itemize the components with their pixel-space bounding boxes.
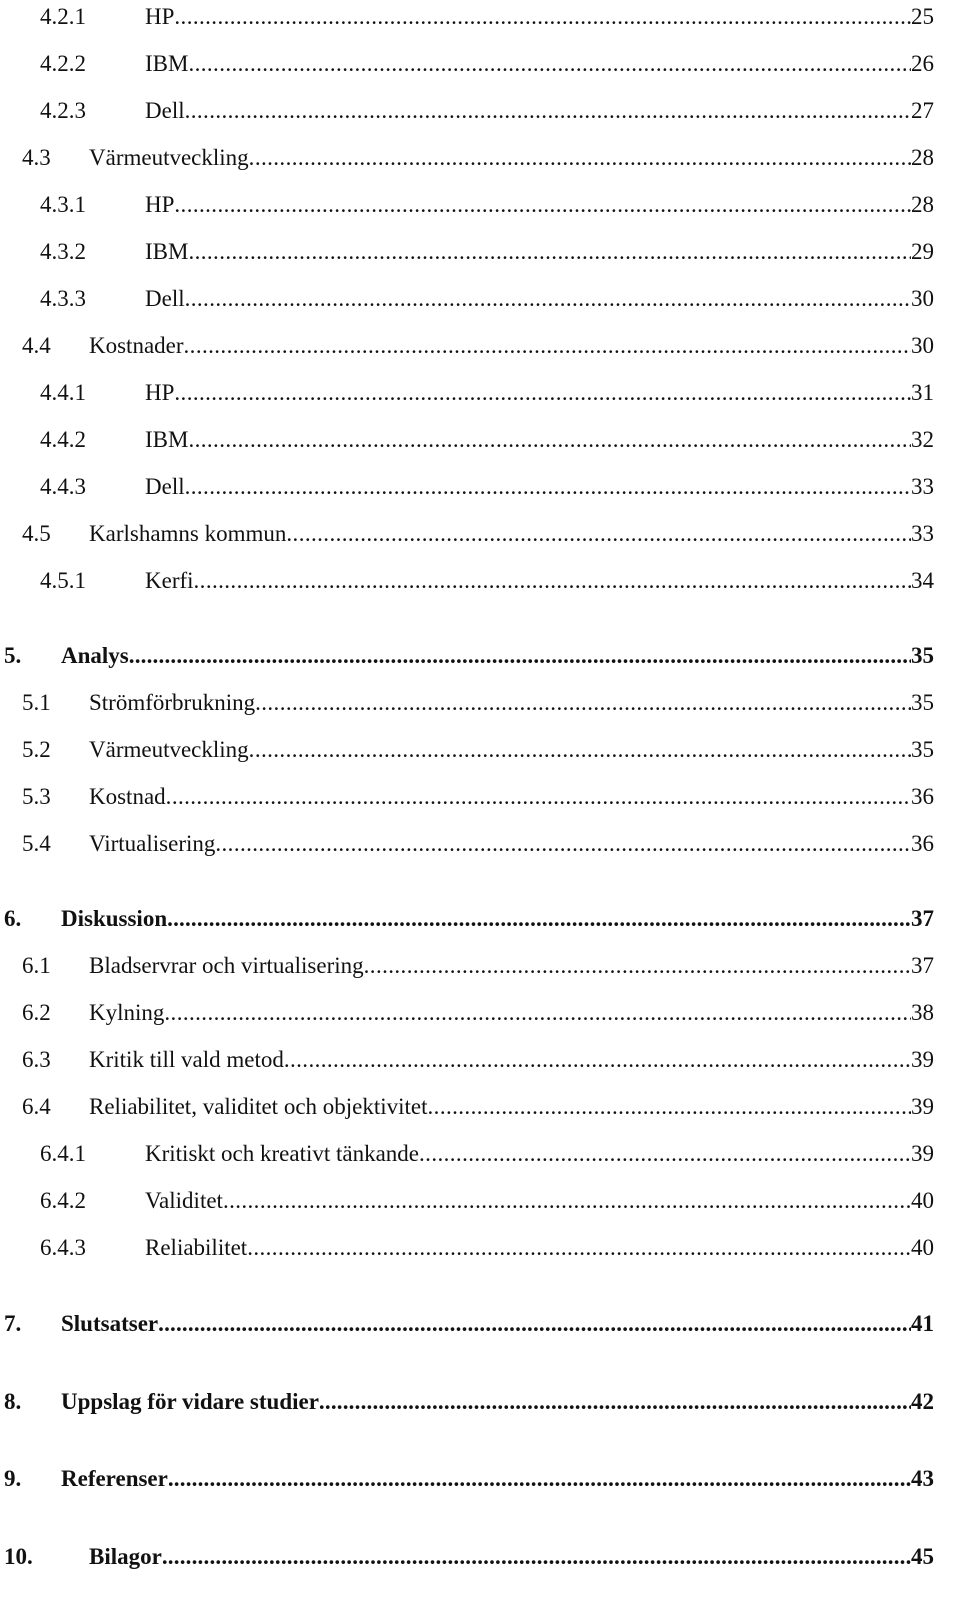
dot-leader [249, 141, 911, 175]
dot-leader [286, 517, 911, 551]
toc-entry-title: Kylning [89, 1000, 165, 1025]
toc-entry-title: Kostnader [89, 333, 184, 358]
toc-entry[interactable] [0, 1307, 960, 1341]
toc-entry-number: 6.4.2 [40, 1188, 86, 1213]
dot-leader [174, 0, 911, 34]
toc-entry-number: 5.2 [22, 737, 51, 762]
toc-entry-page-number: 43 [911, 1466, 934, 1491]
toc-entry-title: Värmeutveckling [89, 145, 249, 170]
toc-entry-line [61, 1385, 934, 1419]
toc-entry-number: 4.3 [22, 145, 51, 170]
toc-entry-page-number: 36 [911, 784, 934, 809]
toc-entry-page-number: 35 [911, 643, 934, 668]
toc-entry-line [145, 376, 934, 410]
toc-entry-number: 8. [4, 1389, 22, 1414]
toc-entry-page-number: 39 [911, 1141, 934, 1166]
toc-entry-line [61, 639, 934, 673]
toc-entry[interactable] [0, 47, 960, 81]
dot-leader [428, 1090, 911, 1124]
toc-entry[interactable] [0, 282, 960, 316]
toc-entry-page-number: 40 [911, 1188, 934, 1213]
toc-entry-title: Karlshamns kommun [89, 521, 287, 546]
toc-entry-title: Kerfi [145, 568, 194, 593]
dot-leader [185, 470, 911, 504]
toc-entry[interactable] [0, 1184, 960, 1218]
dot-leader [319, 1385, 911, 1419]
toc-entry-page-number: 39 [911, 1047, 934, 1072]
toc-entry-number: 5. [4, 643, 22, 668]
toc-entry-title: IBM [145, 51, 189, 76]
dot-leader [419, 1137, 911, 1171]
toc-entry[interactable] [0, 94, 960, 128]
toc-entry-line [145, 47, 934, 81]
toc-entry-title: Virtualisering [89, 831, 216, 856]
toc-entry-line [145, 188, 934, 222]
toc-entry-title: Strömförbrukning [89, 690, 256, 715]
toc-entry[interactable] [0, 996, 960, 1030]
toc-entry-line [89, 827, 934, 861]
toc-entry[interactable] [0, 827, 960, 861]
toc-entry-number: 6.1 [22, 953, 51, 978]
toc-entry[interactable] [0, 0, 960, 34]
toc-entry-page-number: 30 [911, 333, 934, 358]
toc-entry[interactable] [0, 188, 960, 222]
toc-entry[interactable] [0, 376, 960, 410]
dot-leader [162, 1540, 911, 1574]
toc-entry-page-number: 28 [911, 145, 934, 170]
toc-entry-number: 4.2.3 [40, 98, 86, 123]
toc-entry[interactable] [0, 1090, 960, 1124]
toc-entry-page-number: 35 [911, 737, 934, 762]
toc-entry[interactable] [0, 639, 960, 673]
toc-entry[interactable] [0, 1231, 960, 1265]
dot-leader [167, 902, 911, 936]
toc-entry-number: 6.3 [22, 1047, 51, 1072]
dot-leader [168, 1462, 911, 1496]
toc-entry-number: 4.4.3 [40, 474, 86, 499]
toc-entry-number: 6.4.1 [40, 1141, 86, 1166]
toc-entry-number: 7. [4, 1311, 22, 1336]
toc-entry-number: 9. [4, 1466, 22, 1491]
toc-entry-title: Dell [145, 474, 185, 499]
toc-entry-line [89, 1090, 934, 1124]
toc-entry-title: Bilagor [89, 1544, 162, 1569]
toc-entry-line [145, 94, 934, 128]
dot-leader [223, 1184, 911, 1218]
toc-entry-number: 4.3.1 [40, 192, 86, 217]
toc-entry[interactable] [0, 1462, 960, 1496]
toc-entry-line [89, 517, 934, 551]
toc-entry-line [89, 686, 934, 720]
toc-entry-title: HP [145, 192, 175, 217]
toc-entry-page-number: 42 [911, 1389, 934, 1414]
toc-entry-number: 5.3 [22, 784, 51, 809]
toc-entry-line [145, 423, 934, 457]
dot-leader [164, 996, 911, 1030]
toc-entry-page-number: 38 [911, 1000, 934, 1025]
dot-leader [188, 235, 911, 269]
toc-entry-line [145, 235, 934, 269]
toc-entry-number: 5.4 [22, 831, 51, 856]
toc-entry-line [61, 902, 934, 936]
toc-entry-line [89, 780, 934, 814]
toc-entry[interactable] [0, 1137, 960, 1171]
toc-entry-number: 5.1 [22, 690, 51, 715]
dot-leader [194, 564, 911, 598]
toc-entry-number: 10. [4, 1544, 33, 1569]
toc-entry-number: 4.2.1 [40, 4, 86, 29]
toc-entry-number: 6.4 [22, 1094, 51, 1119]
toc-entry[interactable] [0, 564, 960, 598]
toc-entry-line [61, 1462, 934, 1496]
toc-entry[interactable] [0, 517, 960, 551]
toc-entry-page-number: 27 [911, 98, 934, 123]
toc-entry-page-number: 25 [911, 4, 934, 29]
toc-entry-title: Referenser [61, 1466, 168, 1491]
toc-entry[interactable] [0, 235, 960, 269]
toc-entry[interactable] [0, 423, 960, 457]
toc-entry-number: 4.2.2 [40, 51, 86, 76]
toc-entry[interactable] [0, 902, 960, 936]
toc-entry-line [145, 1231, 934, 1265]
toc-entry-title: Värmeutveckling [89, 737, 249, 762]
toc-entry-page-number: 35 [911, 690, 934, 715]
toc-entry-line [61, 1307, 934, 1341]
toc-entry-page-number: 34 [911, 568, 934, 593]
dot-leader [364, 949, 911, 983]
toc-entry-line [89, 329, 934, 363]
toc-entry-number: 4.4.1 [40, 380, 86, 405]
toc-entry-number: 6. [4, 906, 22, 931]
toc-entry-line [145, 1184, 934, 1218]
toc-entry[interactable] [0, 1540, 960, 1574]
dot-leader [255, 686, 911, 720]
toc-entry-title: Diskussion [61, 906, 168, 931]
toc-entry-number: 4.5.1 [40, 568, 86, 593]
dot-leader [249, 733, 911, 767]
toc-entry-page-number: 31 [911, 380, 934, 405]
toc-entry-title: Uppslag för vidare studier [61, 1389, 319, 1414]
toc-entry-line [145, 470, 934, 504]
toc-entry-number: 4.5 [22, 521, 51, 546]
toc-entry-page-number: 28 [911, 192, 934, 217]
toc-entry[interactable] [0, 1385, 960, 1419]
toc-entry[interactable] [0, 470, 960, 504]
toc-entry-number: 4.3.2 [40, 239, 86, 264]
toc-entry-page-number: 30 [911, 286, 934, 311]
toc-entry-page-number: 41 [911, 1311, 934, 1336]
toc-entry-line [145, 0, 934, 34]
toc-entry-number: 4.4.2 [40, 427, 86, 452]
dot-leader [174, 188, 911, 222]
toc-entry[interactable] [0, 1043, 960, 1077]
dot-leader [185, 94, 911, 128]
toc-entry-line [89, 141, 934, 175]
dot-leader [158, 1307, 911, 1341]
toc-entry-title: Dell [145, 286, 185, 311]
toc-entry-page-number: 36 [911, 831, 934, 856]
toc-entry[interactable] [0, 733, 960, 767]
toc-entry-line [145, 1137, 934, 1171]
toc-entry-page-number: 29 [911, 239, 934, 264]
dot-leader [188, 47, 911, 81]
toc-entry-title: Reliabilitet, validitet och objektivitet [89, 1094, 428, 1119]
toc-entry-title: Kostnad [89, 784, 166, 809]
toc-entry-line [145, 564, 934, 598]
toc-entry-line [89, 733, 934, 767]
toc-entry-page-number: 33 [911, 521, 934, 546]
toc-entry-number: 4.4 [22, 333, 51, 358]
toc-entry[interactable] [0, 686, 960, 720]
dot-leader [188, 423, 911, 457]
toc-entry-title: Validitet [145, 1188, 223, 1213]
toc-entry-title: Kritik till vald metod [89, 1047, 284, 1072]
toc-entry[interactable] [0, 141, 960, 175]
toc-entry-line [145, 282, 934, 316]
toc-entry[interactable] [0, 780, 960, 814]
toc-entry-line [89, 1540, 934, 1574]
dot-leader [174, 376, 911, 410]
toc-entry-title: Analys [61, 643, 129, 668]
toc-entry-title: Slutsatser [61, 1311, 159, 1336]
toc-entry-title: Kritiskt och kreativt tänkande [145, 1141, 420, 1166]
toc-entry-number: 6.2 [22, 1000, 51, 1025]
dot-leader [166, 780, 911, 814]
toc-entry-page-number: 33 [911, 474, 934, 499]
toc-entry-line [89, 1043, 934, 1077]
toc-entry-title: IBM [145, 239, 189, 264]
toc-entry-title: Dell [145, 98, 185, 123]
toc-entry-page-number: 40 [911, 1235, 934, 1260]
toc-entry-page-number: 45 [911, 1544, 934, 1569]
toc-entry-page-number: 26 [911, 51, 934, 76]
toc-entry-page-number: 39 [911, 1094, 934, 1119]
toc-entry-title: Bladservrar och virtualisering [89, 953, 364, 978]
toc-entry-page-number: 37 [911, 953, 934, 978]
toc-entry-number: 6.4.3 [40, 1235, 86, 1260]
toc-entry-number: 4.3.3 [40, 286, 86, 311]
toc-entry-title: HP [145, 4, 175, 29]
dot-leader [184, 329, 911, 363]
dot-leader [129, 639, 911, 673]
toc-entry-title: HP [145, 380, 175, 405]
dot-leader [284, 1043, 911, 1077]
toc-entry[interactable] [0, 949, 960, 983]
toc-entry-title: IBM [145, 427, 189, 452]
toc-entry[interactable] [0, 329, 960, 363]
dot-leader [185, 282, 911, 316]
toc-entry-line [89, 949, 934, 983]
toc-entry-line [89, 996, 934, 1030]
toc-entry-title: Reliabilitet [145, 1235, 248, 1260]
dot-leader [247, 1231, 911, 1265]
toc-entry-page-number: 37 [911, 906, 934, 931]
toc-entry-page-number: 32 [911, 427, 934, 452]
dot-leader [215, 827, 911, 861]
